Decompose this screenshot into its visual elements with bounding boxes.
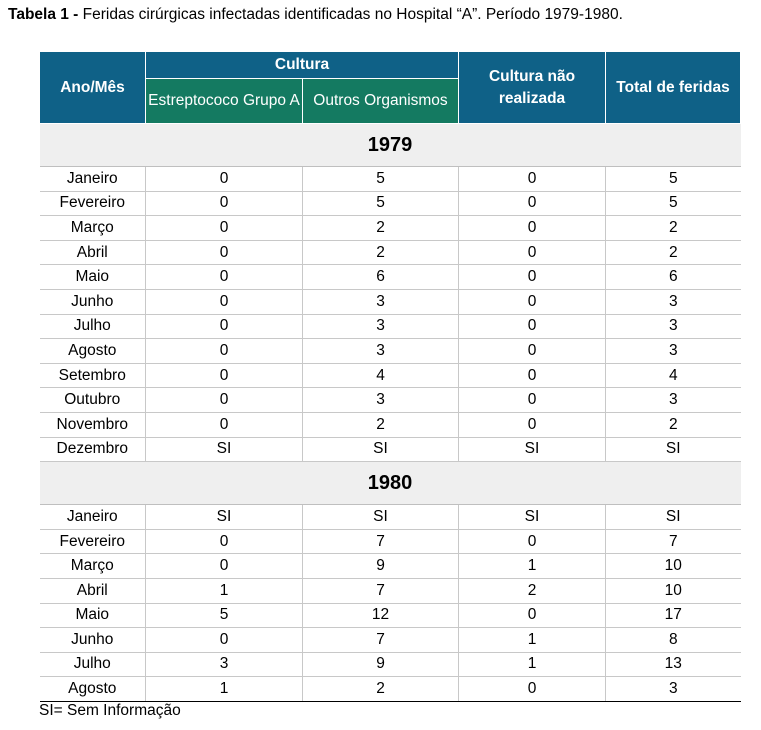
total-cell: 5	[606, 191, 741, 216]
month-cell: Janeiro	[40, 167, 146, 192]
caption-label: Tabela 1 -	[8, 6, 79, 23]
nao-realizada-cell: 0	[459, 677, 606, 702]
month-cell: Novembro	[40, 412, 146, 437]
header-ano-mes: Ano/Mês	[40, 52, 146, 124]
nao-realizada-cell: 0	[459, 363, 606, 388]
month-cell: Agosto	[40, 339, 146, 364]
total-cell: 7	[606, 529, 741, 554]
table-row	[40, 289, 741, 314]
estreptococo-cell: 0	[146, 167, 303, 192]
outros-cell: 2	[303, 412, 459, 437]
total-cell: 10	[606, 578, 741, 603]
header-estreptococo: Estreptococo Grupo A	[146, 79, 303, 124]
year-row	[40, 124, 741, 167]
estreptococo-cell: 0	[146, 554, 303, 579]
total-cell: 6	[606, 265, 741, 290]
table-row	[40, 388, 741, 413]
outros-cell: 3	[303, 289, 459, 314]
month-cell: Março	[40, 554, 146, 579]
total-cell: 2	[606, 412, 741, 437]
month-cell: Julho	[40, 314, 146, 339]
month-cell: Junho	[40, 289, 146, 314]
outros-cell: 7	[303, 529, 459, 554]
table-row	[40, 339, 741, 364]
estreptococo-cell: 0	[146, 314, 303, 339]
table-row	[40, 578, 741, 603]
month-cell: Dezembro	[40, 437, 146, 462]
estreptococo-cell: 0	[146, 339, 303, 364]
total-cell: 5	[606, 167, 741, 192]
table-row	[40, 191, 741, 216]
table-row	[40, 314, 741, 339]
table-header	[40, 52, 741, 124]
year-row	[40, 462, 741, 505]
outros-cell: 9	[303, 652, 459, 677]
outros-cell: 3	[303, 339, 459, 364]
outros-cell: 3	[303, 388, 459, 413]
year-label: 1980	[40, 462, 741, 505]
outros-cell: 7	[303, 628, 459, 653]
table-row	[40, 603, 741, 628]
table-row	[40, 265, 741, 290]
outros-cell: 6	[303, 265, 459, 290]
table-row	[40, 529, 741, 554]
table-caption	[8, 6, 623, 24]
total-cell: 8	[606, 628, 741, 653]
table-row	[40, 240, 741, 265]
month-cell: Fevereiro	[40, 529, 146, 554]
nao-realizada-cell: 0	[459, 289, 606, 314]
year-label: 1979	[40, 124, 741, 167]
estreptococo-cell: 0	[146, 191, 303, 216]
total-cell: 2	[606, 216, 741, 241]
nao-realizada-cell: 0	[459, 191, 606, 216]
nao-realizada-cell: 0	[459, 412, 606, 437]
month-cell: Agosto	[40, 677, 146, 702]
infections-table	[39, 51, 741, 702]
month-cell: Junho	[40, 628, 146, 653]
total-cell: 4	[606, 363, 741, 388]
nao-realizada-cell: 0	[459, 167, 606, 192]
total-cell: 10	[606, 554, 741, 579]
estreptococo-cell: 0	[146, 216, 303, 241]
total-cell: 3	[606, 677, 741, 702]
estreptococo-cell: 0	[146, 363, 303, 388]
month-cell: Janeiro	[40, 505, 146, 530]
footnote: SI= Sem Informação	[39, 702, 181, 719]
estreptococo-cell: 1	[146, 578, 303, 603]
outros-cell: 7	[303, 578, 459, 603]
month-cell: Julho	[40, 652, 146, 677]
header-cultura: Cultura	[146, 52, 459, 79]
outros-cell: 12	[303, 603, 459, 628]
table-row	[40, 505, 741, 530]
total-cell: 3	[606, 314, 741, 339]
header-cultura-nao-realizada: Cultura não realizada	[459, 52, 606, 124]
total-cell: 3	[606, 339, 741, 364]
outros-cell: 4	[303, 363, 459, 388]
nao-realizada-cell: 1	[459, 628, 606, 653]
total-cell: 13	[606, 652, 741, 677]
nao-realizada-cell: SI	[459, 437, 606, 462]
total-cell: 3	[606, 289, 741, 314]
month-cell: Outubro	[40, 388, 146, 413]
nao-realizada-cell: 0	[459, 603, 606, 628]
total-cell: SI	[606, 437, 741, 462]
estreptococo-cell: 0	[146, 388, 303, 413]
estreptococo-cell: 0	[146, 628, 303, 653]
outros-cell: 3	[303, 314, 459, 339]
month-cell: Abril	[40, 240, 146, 265]
month-cell: Abril	[40, 578, 146, 603]
table-row	[40, 363, 741, 388]
table-row	[40, 628, 741, 653]
table-row	[40, 652, 741, 677]
outros-cell: 2	[303, 240, 459, 265]
table-row	[40, 554, 741, 579]
estreptococo-cell: 0	[146, 265, 303, 290]
outros-cell: SI	[303, 437, 459, 462]
nao-realizada-cell: 2	[459, 578, 606, 603]
outros-cell: 5	[303, 191, 459, 216]
header-total-feridas: Total de feridas	[606, 52, 741, 124]
estreptococo-cell: 0	[146, 289, 303, 314]
estreptococo-cell: 0	[146, 240, 303, 265]
month-cell: Maio	[40, 603, 146, 628]
table-row	[40, 437, 741, 462]
nao-realizada-cell: 1	[459, 554, 606, 579]
total-cell: 3	[606, 388, 741, 413]
nao-realizada-cell: 0	[459, 388, 606, 413]
nao-realizada-cell: 0	[459, 314, 606, 339]
total-cell: 2	[606, 240, 741, 265]
outros-cell: 5	[303, 167, 459, 192]
outros-cell: SI	[303, 505, 459, 530]
table-row	[40, 677, 741, 702]
total-cell: 17	[606, 603, 741, 628]
table-row	[40, 167, 741, 192]
table-row	[40, 216, 741, 241]
nao-realizada-cell: 0	[459, 216, 606, 241]
outros-cell: 2	[303, 216, 459, 241]
nao-realizada-cell: 1	[459, 652, 606, 677]
table-row	[40, 412, 741, 437]
estreptococo-cell: 1	[146, 677, 303, 702]
estreptococo-cell: 5	[146, 603, 303, 628]
month-cell: Maio	[40, 265, 146, 290]
nao-realizada-cell: 0	[459, 529, 606, 554]
estreptococo-cell: 0	[146, 529, 303, 554]
caption-text: Feridas cirúrgicas infectadas identificadas no Hospital “A”. Período 1979-1980.	[78, 6, 623, 23]
estreptococo-cell: SI	[146, 505, 303, 530]
estreptococo-cell: SI	[146, 437, 303, 462]
outros-cell: 2	[303, 677, 459, 702]
month-cell: Fevereiro	[40, 191, 146, 216]
nao-realizada-cell: 0	[459, 240, 606, 265]
total-cell: SI	[606, 505, 741, 530]
estreptococo-cell: 0	[146, 412, 303, 437]
table-body	[40, 124, 741, 702]
estreptococo-cell: 3	[146, 652, 303, 677]
month-cell: Setembro	[40, 363, 146, 388]
outros-cell: 9	[303, 554, 459, 579]
month-cell: Março	[40, 216, 146, 241]
nao-realizada-cell: 0	[459, 265, 606, 290]
nao-realizada-cell: SI	[459, 505, 606, 530]
header-outros-organismos: Outros Organismos	[303, 79, 459, 124]
nao-realizada-cell: 0	[459, 339, 606, 364]
